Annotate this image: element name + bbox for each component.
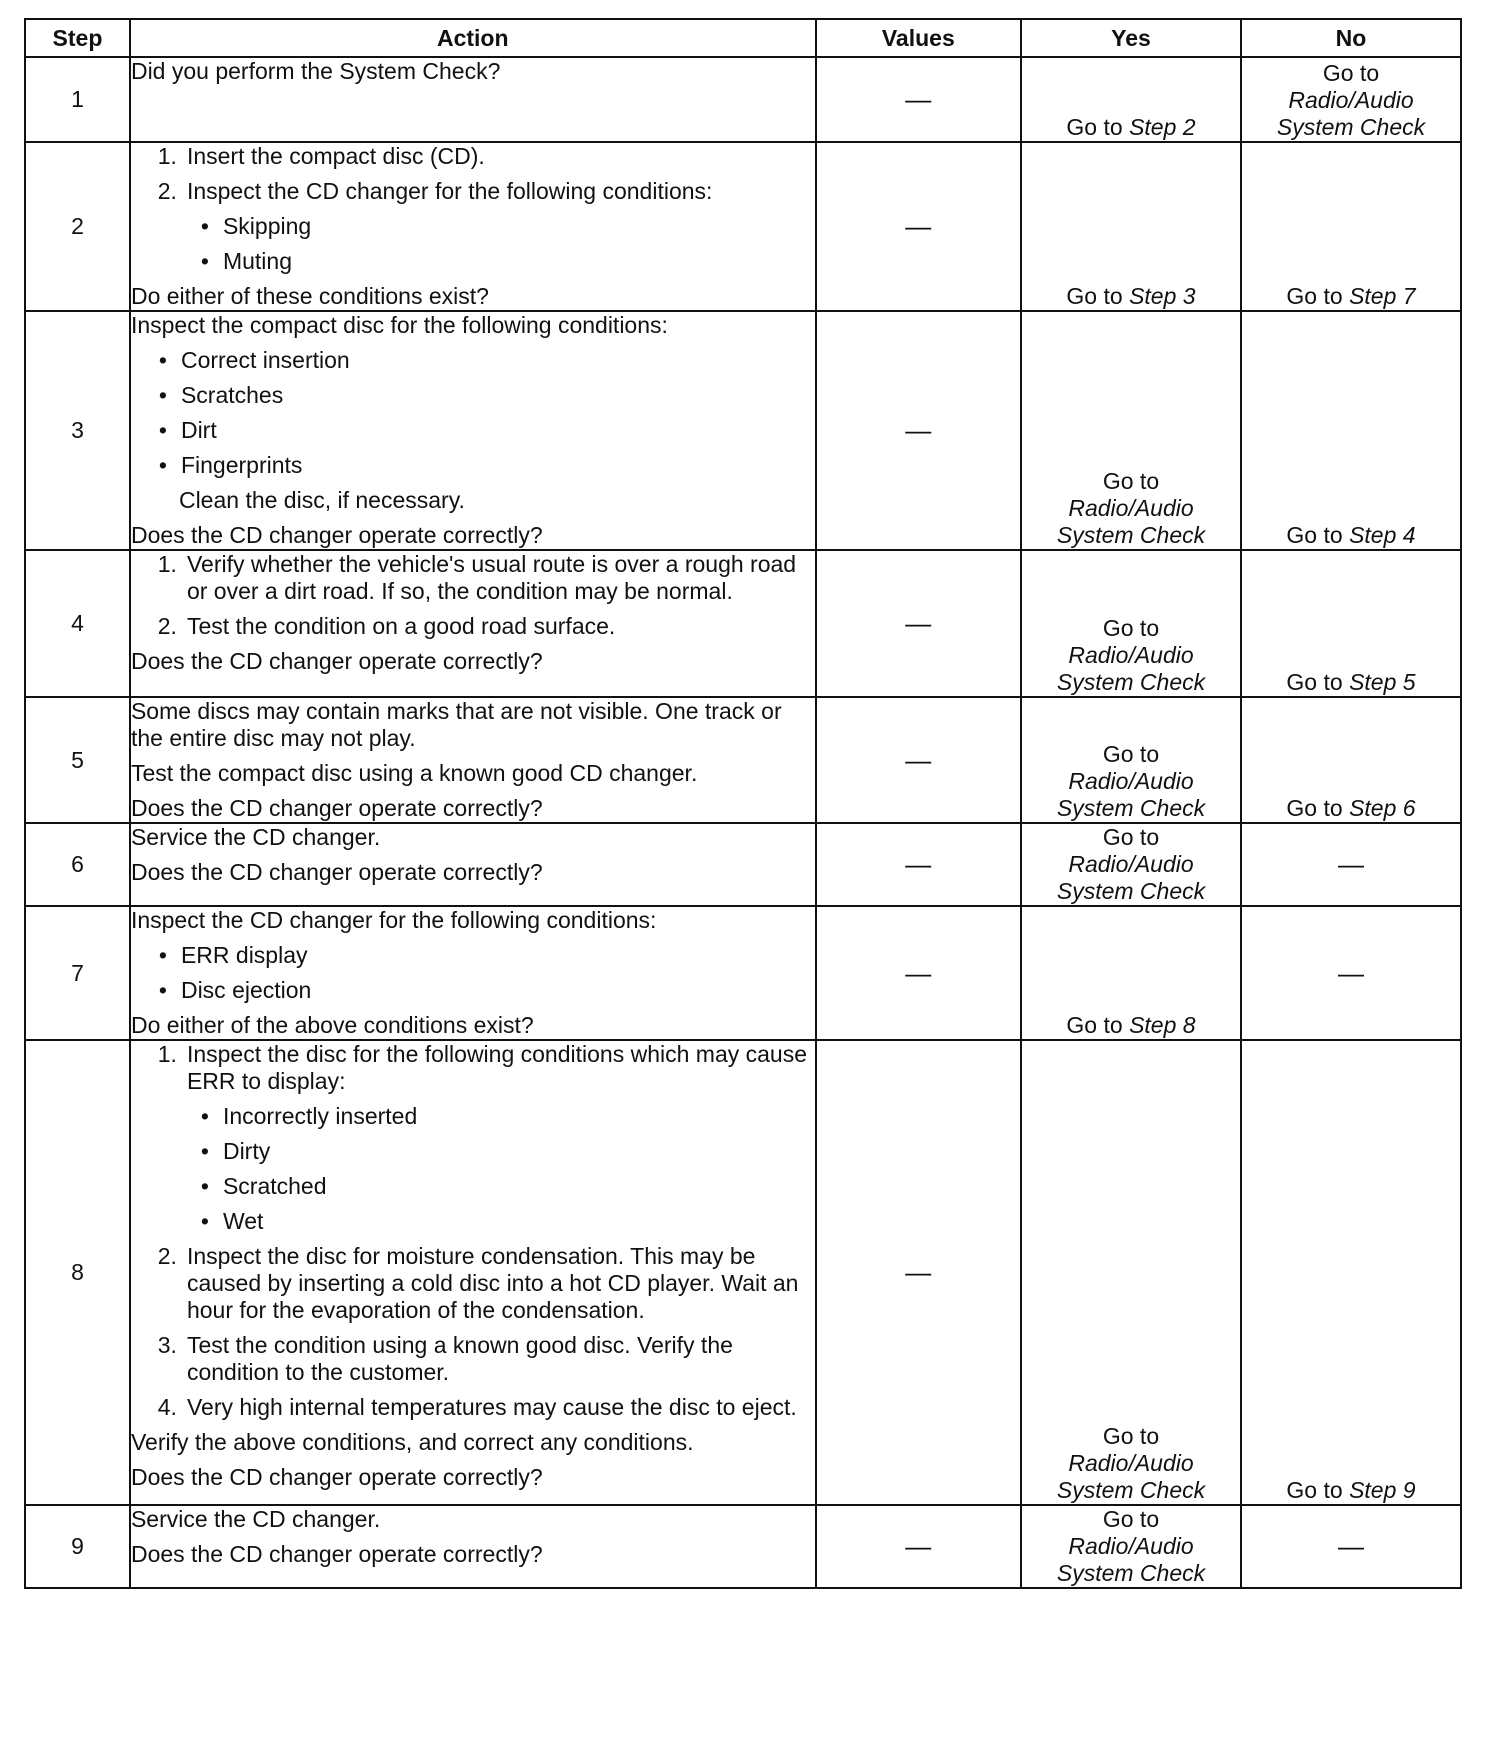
no-target-radio-audio: Radio/Audio	[1288, 87, 1414, 113]
no-cell	[1241, 1040, 1461, 1505]
action-cell	[130, 142, 816, 311]
table-row	[25, 550, 1461, 697]
values-cell: —	[816, 57, 1021, 142]
bullet-item: • Muting	[200, 248, 292, 274]
table-row	[25, 697, 1461, 823]
table-row	[25, 823, 1461, 906]
values-cell: —	[816, 1505, 1021, 1588]
header-row	[25, 19, 1461, 57]
action-question: Does the CD changer operate correctly?	[130, 1464, 543, 1490]
yes-goto: Go to	[1102, 824, 1160, 850]
yes-goto: Go to	[1102, 741, 1160, 767]
table-row	[25, 311, 1461, 550]
table-row	[25, 57, 1461, 142]
values-cell: —	[816, 823, 1021, 906]
no-goto: Go to Step 4	[1286, 522, 1416, 548]
action-question: Does the CD changer operate correctly?	[130, 648, 543, 674]
bullet-item: • Scratches	[158, 382, 284, 408]
no-cell: —	[1241, 906, 1461, 1040]
yes-goto: Go to	[1102, 468, 1160, 494]
table-row	[25, 1040, 1461, 1505]
numbered-item: 4. Very high internal temperatures may cause the disc to eject.	[157, 1394, 797, 1420]
no-goto: Go to Step 7	[1286, 283, 1416, 309]
no-cell	[1241, 142, 1461, 311]
action-question: Did you perform the System Check?	[130, 58, 501, 84]
no-cell	[1241, 311, 1461, 550]
action-question: Does the CD changer operate correctly?	[130, 859, 543, 885]
action-cell	[130, 697, 816, 823]
action-question: Does the CD changer operate correctly?	[130, 795, 543, 821]
bullet-item: • Correct insertion	[158, 347, 350, 373]
numbered-item: 2. Inspect the CD changer for the following conditions:	[157, 178, 713, 204]
values-cell: —	[816, 550, 1021, 697]
diagnostic-document	[24, 18, 1462, 1589]
numbered-item: 1. Insert the compact disc (CD).	[157, 143, 485, 169]
action-note: Clean the disc, if necessary.	[178, 487, 465, 513]
bullet-item: • Dirty	[200, 1138, 271, 1164]
yes-cell	[1021, 311, 1241, 550]
action-question: Do either of these conditions exist?	[130, 283, 489, 309]
action-paragraph: Service the CD changer.	[130, 1506, 381, 1532]
values-cell: —	[816, 1040, 1021, 1505]
yes-cell	[1021, 142, 1241, 311]
numbered-item: 2. Test the condition on a good road surface.	[157, 613, 616, 639]
yes-goto: Go to	[1102, 1423, 1160, 1449]
values-cell: —	[816, 697, 1021, 823]
yes-goto: Go to	[1102, 615, 1160, 641]
yes-target-radio-audio: Radio/Audio	[1068, 642, 1194, 668]
action-cell	[130, 57, 816, 142]
step-number: 1	[25, 57, 130, 142]
action-paragraph: Verify the above conditions, and correct any conditions.	[130, 1429, 694, 1455]
header-action: Action	[130, 19, 816, 57]
yes-goto: Go to	[1102, 1506, 1160, 1532]
header-step: Step	[25, 19, 130, 57]
yes-target-system-check: System Check	[1056, 1477, 1206, 1503]
yes-cell	[1021, 823, 1241, 906]
no-goto: Go to Step 6	[1286, 795, 1416, 821]
values-cell: —	[816, 906, 1021, 1040]
values-cell: —	[816, 311, 1021, 550]
yes-target-radio-audio: Radio/Audio	[1068, 1450, 1194, 1476]
bullet-item: • Dirt	[158, 417, 217, 443]
bullet-item: • Wet	[200, 1208, 264, 1234]
step-number: 5	[25, 697, 130, 823]
no-cell: —	[1241, 823, 1461, 906]
bullet-item: • ERR display	[158, 942, 308, 968]
table-row	[25, 906, 1461, 1040]
no-cell	[1241, 57, 1461, 142]
action-cell	[130, 550, 816, 697]
yes-target-system-check: System Check	[1056, 878, 1206, 904]
table-row	[25, 1505, 1461, 1588]
step-number: 6	[25, 823, 130, 906]
action-question: Do either of the above conditions exist?	[130, 1012, 534, 1038]
numbered-item: 3. Test the condition using a known good disc. Verify the condition to the customer.	[157, 1332, 733, 1385]
step-number: 3	[25, 311, 130, 550]
action-paragraph: Some discs may contain marks that are not visible. One track or the entire disc may not play.	[130, 698, 782, 751]
step-number: 4	[25, 550, 130, 697]
no-goto: Go to	[1322, 60, 1380, 86]
header-yes: Yes	[1021, 19, 1241, 57]
table-row	[25, 142, 1461, 311]
action-cell	[130, 1040, 816, 1505]
numbered-item: 2. Inspect the disc for moisture condensation. This may be caused by inserting a cold disc into a hot CD player. Wait an hour for the evaporation of the condensation.	[157, 1243, 799, 1323]
bullet-item: • Disc ejection	[158, 977, 312, 1003]
action-paragraph: Test the compact disc using a known good CD changer.	[130, 760, 698, 786]
yes-target-system-check: System Check	[1056, 795, 1206, 821]
step-number: 7	[25, 906, 130, 1040]
yes-target-system-check: System Check	[1056, 1560, 1206, 1586]
action-cell	[130, 906, 816, 1040]
bullet-item: • Scratched	[200, 1173, 327, 1199]
numbered-item: 1. Verify whether the vehicle's usual route is over a rough road or over a dirt road. If so, the condition may be normal.	[157, 551, 797, 604]
action-paragraph: Service the CD changer.	[130, 824, 381, 850]
no-target-system-check: System Check	[1276, 114, 1426, 140]
header-no: No	[1241, 19, 1461, 57]
yes-cell	[1021, 1505, 1241, 1588]
bullet-item: • Fingerprints	[158, 452, 303, 478]
action-cell	[130, 823, 816, 906]
yes-cell	[1021, 57, 1241, 142]
bullet-item: • Incorrectly inserted	[200, 1103, 418, 1129]
yes-cell	[1021, 697, 1241, 823]
action-question: Does the CD changer operate correctly?	[130, 1541, 543, 1567]
yes-target-radio-audio: Radio/Audio	[1068, 1533, 1194, 1559]
values-cell: —	[816, 142, 1021, 311]
yes-cell	[1021, 906, 1241, 1040]
step-number: 9	[25, 1505, 130, 1588]
step-number: 8	[25, 1040, 130, 1505]
action-cell	[130, 1505, 816, 1588]
no-goto: Go to Step 5	[1286, 669, 1416, 695]
no-cell	[1241, 550, 1461, 697]
action-intro: Inspect the compact disc for the following conditions:	[130, 312, 668, 338]
no-cell: —	[1241, 1505, 1461, 1588]
action-question: Does the CD changer operate correctly?	[130, 522, 543, 548]
yes-cell	[1021, 1040, 1241, 1505]
no-cell	[1241, 697, 1461, 823]
yes-target-system-check: System Check	[1056, 522, 1206, 548]
step-number: 2	[25, 142, 130, 311]
header-values: Values	[816, 19, 1021, 57]
bullet-item: • Skipping	[200, 213, 312, 239]
yes-target-radio-audio: Radio/Audio	[1068, 495, 1194, 521]
yes-goto: Go to Step 2	[1066, 114, 1196, 140]
yes-target-system-check: System Check	[1056, 669, 1206, 695]
yes-target-radio-audio: Radio/Audio	[1068, 768, 1194, 794]
diagnostic-table	[24, 18, 1462, 1589]
action-intro: Inspect the CD changer for the following conditions:	[130, 907, 657, 933]
no-goto: Go to Step 9	[1286, 1477, 1416, 1503]
yes-goto: Go to Step 3	[1066, 283, 1196, 309]
yes-target-radio-audio: Radio/Audio	[1068, 851, 1194, 877]
yes-cell	[1021, 550, 1241, 697]
yes-goto: Go to Step 8	[1066, 1012, 1196, 1038]
numbered-item: 1. Inspect the disc for the following conditions which may cause ERR to display:	[157, 1041, 807, 1094]
action-cell	[130, 311, 816, 550]
